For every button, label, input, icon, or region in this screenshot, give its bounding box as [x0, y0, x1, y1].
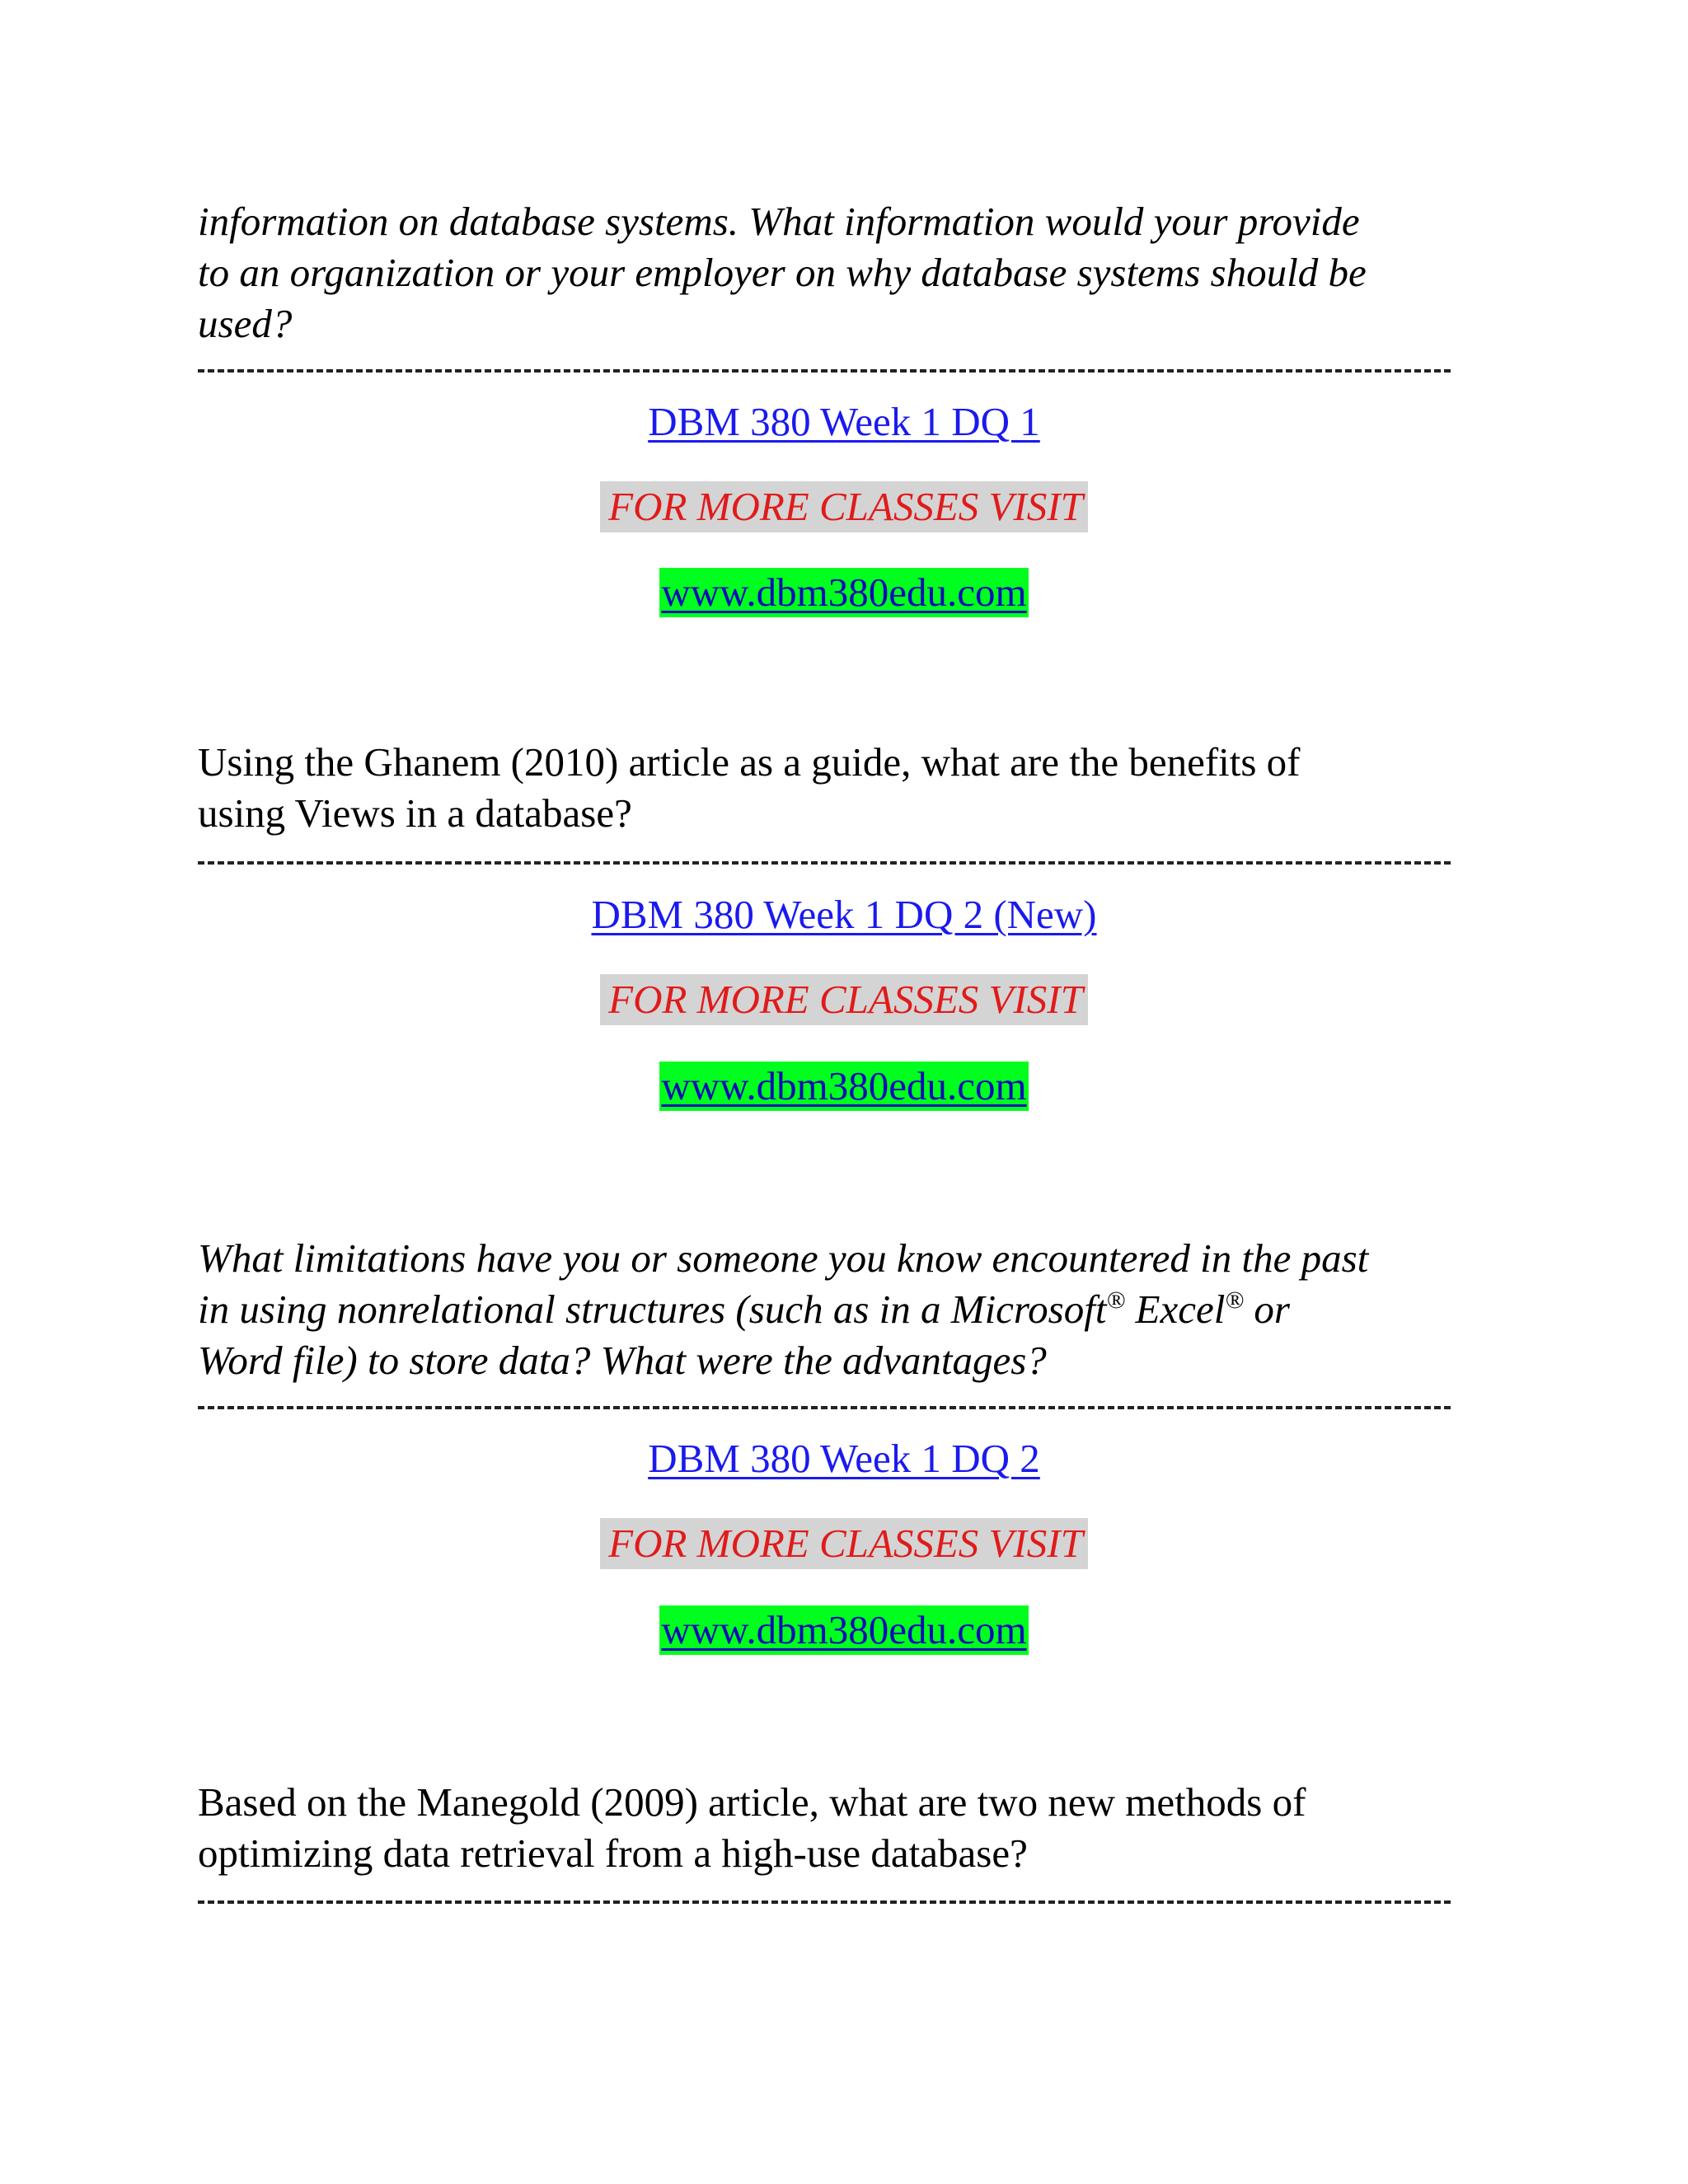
question-3-line-1: What limitations have you or someone you know encountered in the past [198, 1235, 1369, 1281]
question-3-line-2-part-b: Excel [1125, 1286, 1226, 1332]
separator-3 [198, 1406, 1451, 1413]
question-3-line-2 [198, 1284, 1500, 1335]
visit-row-3 [0, 1518, 1688, 1569]
separator-1 [198, 369, 1451, 376]
website-link-3[interactable]: www.dbm380edu.com [659, 1605, 1028, 1655]
question-text-4 [198, 1777, 1500, 1879]
separator-4 [198, 1900, 1451, 1907]
registered-mark-2: ® [1225, 1286, 1245, 1314]
question-2-line-2: using Views in a database? [198, 790, 632, 836]
visit-row-2 [0, 974, 1688, 1025]
question-text-1 [198, 196, 1500, 349]
link-row-3 [0, 1434, 1688, 1483]
question-1-line-3: used? [198, 301, 293, 346]
url-row-3 [0, 1605, 1688, 1655]
question-1-line-2: to an organization or your employer on why database systems should be [198, 250, 1367, 295]
question-3-line-3: Word file) to store data? What were the advantages? [198, 1338, 1047, 1383]
question-4-line-1: Based on the Manegold (2009) article, what are two new methods of [198, 1779, 1306, 1825]
course-link-week1-dq2-new[interactable]: DBM 380 Week 1 DQ 2 (New) [591, 892, 1097, 937]
visit-banner-1: FOR MORE CLASSES VISIT [600, 481, 1088, 532]
question-4-line-2: optimizing data retrieval from a high-use database? [198, 1830, 1028, 1876]
question-text-3 [198, 1233, 1500, 1386]
course-link-week1-dq1[interactable]: DBM 380 Week 1 DQ 1 [648, 399, 1040, 444]
visit-row-1 [0, 481, 1688, 532]
question-2-line-1: Using the Ghanem (2010) article as a guide, what are the benefits of [198, 739, 1301, 785]
website-link-1[interactable]: www.dbm380edu.com [659, 568, 1028, 617]
course-link-week1-dq2[interactable]: DBM 380 Week 1 DQ 2 [648, 1436, 1040, 1481]
url-row-1 [0, 568, 1688, 617]
url-row-2 [0, 1062, 1688, 1111]
question-1-line-1: information on database systems. What information would your provide [198, 199, 1360, 244]
question-3-line-2-part-a: in using nonrelational structures (such as in a Microsoft [198, 1286, 1107, 1332]
link-row-2 [0, 890, 1688, 940]
registered-mark-1: ® [1106, 1286, 1126, 1314]
separator-2 [198, 861, 1451, 868]
visit-banner-2: FOR MORE CLASSES VISIT [600, 974, 1088, 1025]
website-link-2[interactable]: www.dbm380edu.com [659, 1062, 1028, 1111]
question-text-2 [198, 737, 1500, 839]
question-3-line-2-part-c: or [1244, 1286, 1290, 1332]
link-row-1 [0, 397, 1688, 447]
visit-banner-3: FOR MORE CLASSES VISIT [600, 1518, 1088, 1569]
